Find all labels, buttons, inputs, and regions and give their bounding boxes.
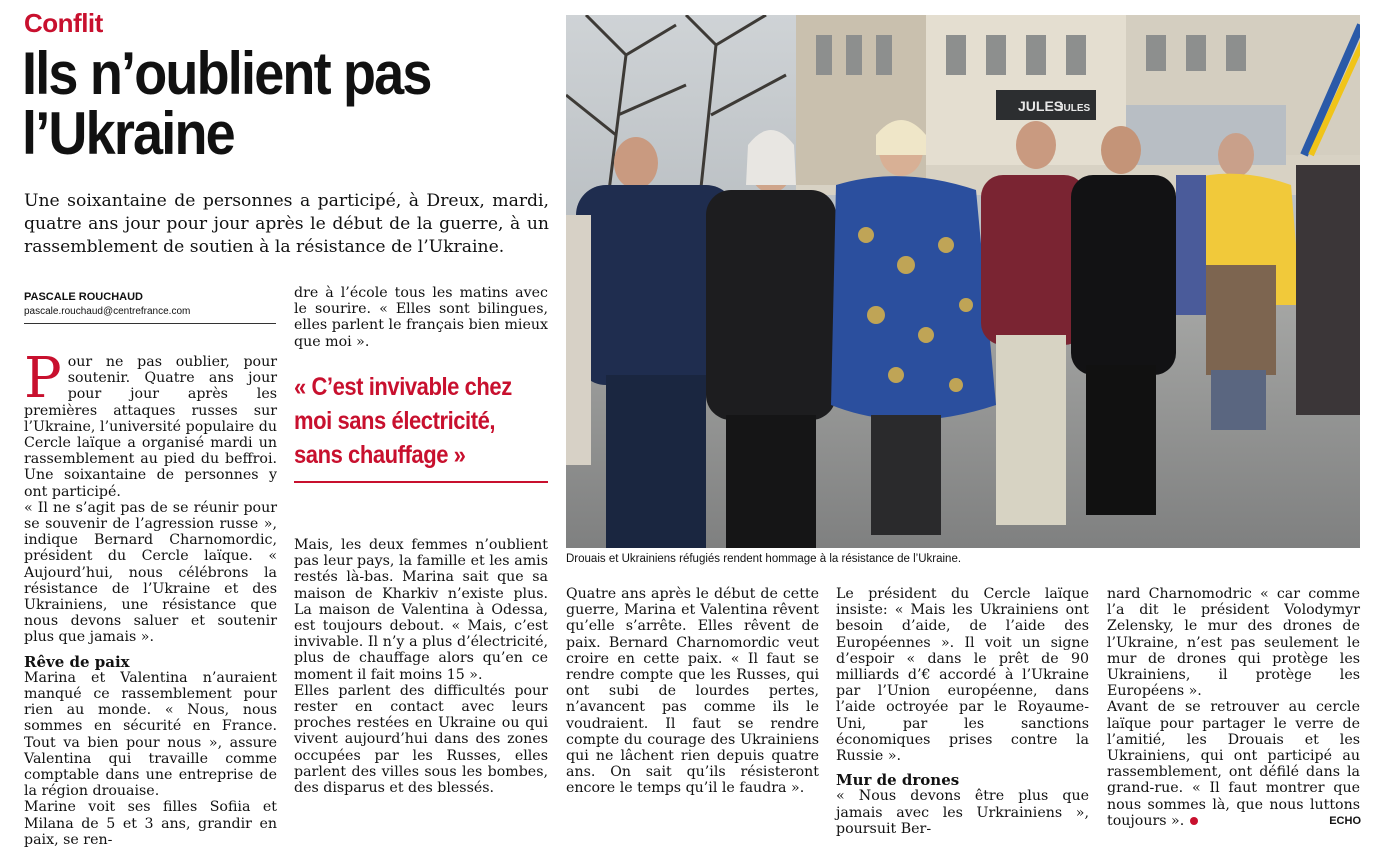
shop-sign-2: JULES xyxy=(1058,103,1091,114)
column-3 xyxy=(566,586,819,797)
paragraph-text: our ne pas oublier, pour soutenir. Quatre ans jour pour jour après les premières attaques russes sur l’Ukraine, l’université populaire du Cercle laïque a organisé mardi un rassemblement au pied du beffroi. Une soixantaine de personnes y ont participé. xyxy=(24,354,277,500)
pull-quote: « C’est invivable chez moi sans électricité, sans chauffage » xyxy=(294,373,512,469)
shop-sign-1: JULES xyxy=(1018,98,1064,114)
headline-line-1: Ils n’oublient pas xyxy=(22,40,431,107)
column-2-bottom xyxy=(294,537,548,796)
paragraph: Marina et Valentina n’auraient manqué ce rassemblement pour rien au monde. « Nous, nous sommes en sécurité en France. Tout va bien pour nous », assure Valentina qui travaille comme comptable dans une entreprise de la région drouaise. xyxy=(24,669,277,800)
paragraph: Quatre ans après le début de cette guerre, Marina et Valentina rêvent qu’elle s’arrête. Elles rêvent de paix. Bernard Charnomordic veut croire en cette paix. « Il faut se rendre compte que les Russes, qui ont subi de lourdes pertes, n’avancent pas comme ils le voudraient. Il faut se rendre compte du courage des Ukrainiens qui ne lâchent rien depuis quatre ans. On sait qu’ils résisteront encore le temps qu’il le faudra ». xyxy=(566,586,819,797)
paragraph-text: Avant de se retrouver au cercle laïque pour partager le verre de l’amitié, les Drouais et les Ukrainiens, qui ont participé au rassemblement, ont défilé dans la grand-rue. « Il faut montrer que nous sommes là, que nous luttons toujours ». xyxy=(1107,699,1360,829)
paragraph xyxy=(24,346,277,500)
paragraph: nard Charnomodric « car comme l’a dit le président Volodymyr Zelensky, le mur des drones de l’Ukraine, n’est pas seulement le mur de drones qui protège les Ukrainiens, il protège les Européens ». xyxy=(1107,586,1360,700)
headline-line-2: l’Ukraine xyxy=(22,100,234,167)
publication-tag: ECHO xyxy=(1329,815,1361,827)
column-1 xyxy=(24,346,277,848)
column-4 xyxy=(836,586,1089,837)
byline-email[interactable]: pascale.rouchaud@centrefrance.com xyxy=(24,306,191,317)
byline-author: PASCALE ROUCHAUD xyxy=(24,291,143,303)
column-5 xyxy=(1107,586,1360,829)
paragraph: « Il ne s’agit pas de se réunir pour se souvenir de l’agression russe », indique Bernard Charnomordic, président du Cercle laïque. « Aujourd’hui, nous célébrons la résistance de l’Ukraine et des Ukrainiens, une résistance que nous devons saluer et soutenir plus que jamais ». xyxy=(24,499,277,646)
lead-paragraph: Une soixantaine de personnes a participé, à Dreux, mardi, quatre ans jour pour jour après le début de la guerre, à un rassemblement de soutien à la résistance de l’Ukraine. xyxy=(24,191,549,257)
headline xyxy=(22,40,490,167)
paragraph-final xyxy=(1107,699,1360,829)
photo-caption: Drouais et Ukrainiens réfugiés rendent hommage à la résistance de l’Ukraine. xyxy=(566,553,962,565)
subheading: Rêve de paix xyxy=(24,652,130,671)
photo-illustration xyxy=(566,15,1360,548)
end-mark-icon xyxy=(1190,817,1198,825)
paragraph: Marine voit ses filles Sofiia et Milana de 5 et 3 ans, grandir en paix, se ren- xyxy=(24,799,277,848)
pull-quote-rule xyxy=(294,481,548,483)
paragraph: dre à l’école tous les matins avec le sourire. « Elles sont bilingues, elles parlent le français bien mieux que moi ». xyxy=(294,285,548,350)
subheading: Mur de drones xyxy=(836,771,960,790)
photo-rally xyxy=(566,15,1360,548)
drop-cap: P xyxy=(24,346,62,411)
kicker: Conflit xyxy=(24,8,103,38)
byline-rule xyxy=(24,323,276,324)
paragraph: Le président du Cercle laïque insiste: « Mais les Ukrainiens ont besoin d’aide, de l’aide des Européennes ». Il voit un signe d’espoir « dans le prêt de 90 milliards d’€ accordé à l’Ukraine par l’Union européenne, dans l’aide octroyée par le Royaume-Uni, par les sanctions économiques prises contre la Russie ». xyxy=(836,586,1089,765)
paragraph: Elles parlent des difficultés pour rester en contact avec leurs proches restées en Ukraine ou qui vivent aujourd’hui dans des zones occupées par les Russes, elles parlent des villes sous les bombes, des disparus et des blessés. xyxy=(294,682,548,797)
column-2-top xyxy=(294,285,548,350)
paragraph: « Nous devons être plus que jamais avec les Urkrainiens », poursuit Ber- xyxy=(836,788,1089,837)
paragraph: Mais, les deux femmes n’oublient pas leur pays, la famille et les amis restés là-bas. Marina sait que sa maison de Kharkiv n’existe plus. La maison de Valentina à Odessa, est toujours debout. « Mais, c’est invivable. Il n’y a plus d’électricité, plus de chauffage alors qu’en ce moment il fait moins 15 ». xyxy=(294,537,548,683)
